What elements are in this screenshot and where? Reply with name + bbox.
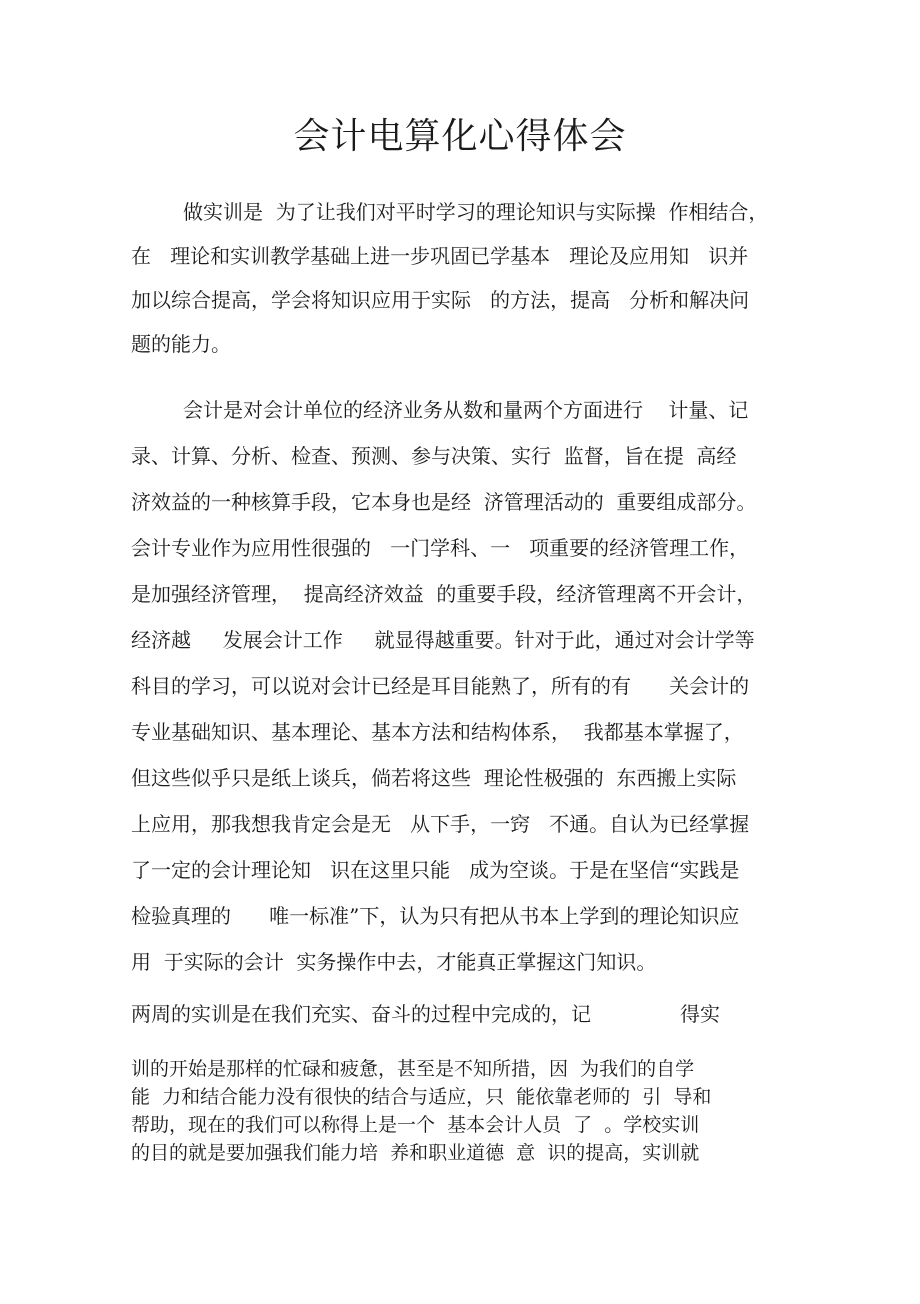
paragraph-line: 专业基础知识、基本理论、基本方法和结构体系， 我都基本掌握了，	[131, 720, 744, 744]
paragraph-line: 能 力和结合能力没有很快的结合与适应，只 能依靠老师的 引 导和	[131, 1086, 712, 1108]
paragraph-line: 两周的实训是在我们充实、奋斗的过程中完成的，记 得实	[131, 1002, 721, 1026]
page-title: 会计电算化心得体会	[293, 116, 627, 157]
paragraph-line: 题的能力。	[131, 332, 231, 356]
paragraph-line: 检验真理的 唯一标准”下，认为只有把从书本上学到的理论知识应	[131, 904, 740, 928]
paragraph-line: 经济越 发展会计工作 就显得越重要。针对于此，通过对会计学等	[131, 628, 755, 652]
paragraph-line: 是加强经济管理， 提高经济效益 的重要手段，经济管理离不开会计，	[131, 582, 757, 606]
paragraph-line: 加以综合提高，学会将知识应用于实际 的方法，提高 分析和解决问	[131, 288, 750, 312]
paragraph-line: 在 理论和实训教学基础上进一步巩固已学基本 理论及应用知 识并	[131, 244, 749, 268]
paragraph-line: 训的开始是那样的忙碌和疲惫，甚至是不知所措，因 为我们的自学	[131, 1058, 695, 1080]
paragraph-line: 会计专业作为应用性很强的 一门学科、一 项重要的经济管理工作，	[131, 536, 750, 560]
paragraph-line: 的目的就是要加强我们能力培 养和职业道德 意 识的提高，实训就	[131, 1142, 700, 1164]
paragraph-line: 录、计算、分析、检查、预测、参与决策、实行 监督，旨在提 高经	[131, 444, 737, 468]
paragraph-line: 济效益的一种核算手段，它本身也是经 济管理活动的 重要组成部分。	[131, 490, 757, 514]
paragraph-line: 科目的学习，可以说对会计已经是耳目能熟了，所有的有 关会计的	[131, 674, 750, 698]
paragraph-line: 帮助，现在的我们可以称得上是一个 基本会计人员 了 。学校实训	[131, 1114, 700, 1136]
paragraph-line: 用 于实际的会计 实务操作中去，才能真正掌握这门知识。	[131, 950, 657, 974]
paragraph-line: 但这些似乎只是纸上谈兵，倘若将这些 理论性极强的 东西搬上实际	[131, 766, 737, 790]
paragraph-line: 会计是对会计单位的经济业务从数和量两个方面进行 计量、记	[183, 398, 749, 422]
paragraph-line: 做实训是 为了让我们对平时学习的理论知识与实际操 作相结合，	[183, 200, 769, 224]
paragraph-line: 上应用，那我想我肯定会是无 从下手，一窍 不通。自认为已经掌握	[131, 812, 750, 836]
paragraph-line: 了一定的会计理论知 识在这里只能 成为空谈。于是在坚信“实践是	[131, 858, 740, 882]
